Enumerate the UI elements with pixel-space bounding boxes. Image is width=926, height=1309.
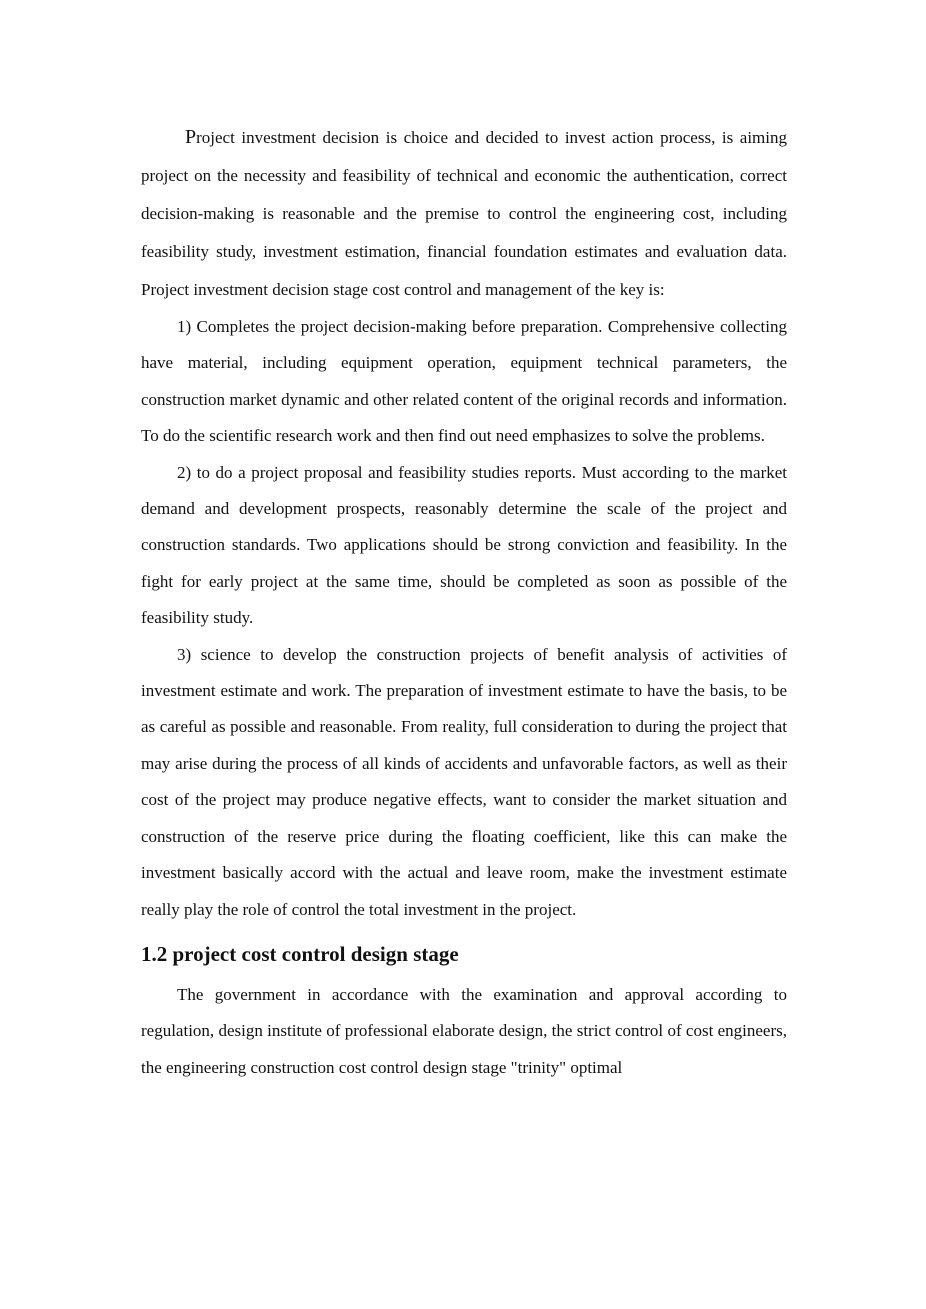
paragraph-design-stage: The government in accordance with the examination and approval according to regulation, design institute of professional elaborate design, the strict control of cost engineers, the engineering construction cost control design stage "trinity" optimal	[141, 984, 787, 1077]
document-page	[141, 118, 787, 1086]
paragraph-intro	[141, 118, 787, 309]
paragraph-intro-initial: P	[185, 126, 197, 148]
paragraph-intro-rest: roject investment decision is choice and decided to invest action process, is aiming project on the necessity and feasibility of technical and economic the authentication, correct decision-making is reasonable and the premise to control the engineering cost, including feasibility study, investment estimation, financial foundation estimates and evaluation data. Project investment decision stage cost control and management of the key is:	[141, 128, 787, 299]
paragraph-point-3: 3) science to develop the construction projects of benefit analysis of activities of investment estimate and work. The preparation of investment estimate to have the basis, to be as careful as possible and reasonable. From reality, full consideration to during the project that may arise during the process of all kinds of accidents and unfavorable factors, as well as their cost of the project may produce negative effects, want to consider the market situation and construction of the reserve price during the floating coefficient, like this can make the investment basically accord with the actual and leave room, make the investment estimate really play the role of control the total investment in the project.	[141, 644, 787, 919]
paragraph-point-2: 2) to do a project proposal and feasibility studies reports. Must according to the market demand and development prospects, reasonably determine the scale of the project and construction standards. Two applications should be strong conviction and feasibility. In the fight for early project at the same time, should be completed as soon as possible of the feasibility study.	[141, 462, 787, 628]
paragraph-point-1: 1) Completes the project decision-making before preparation. Comprehensive collecting have material, including equipment operation, equipment technical parameters, the construction market dynamic and other related content of the original records and information. To do the scientific research work and then find out need emphasizes to solve the problems.	[141, 317, 787, 446]
section-heading: 1.2 project cost control design stage	[141, 941, 459, 966]
